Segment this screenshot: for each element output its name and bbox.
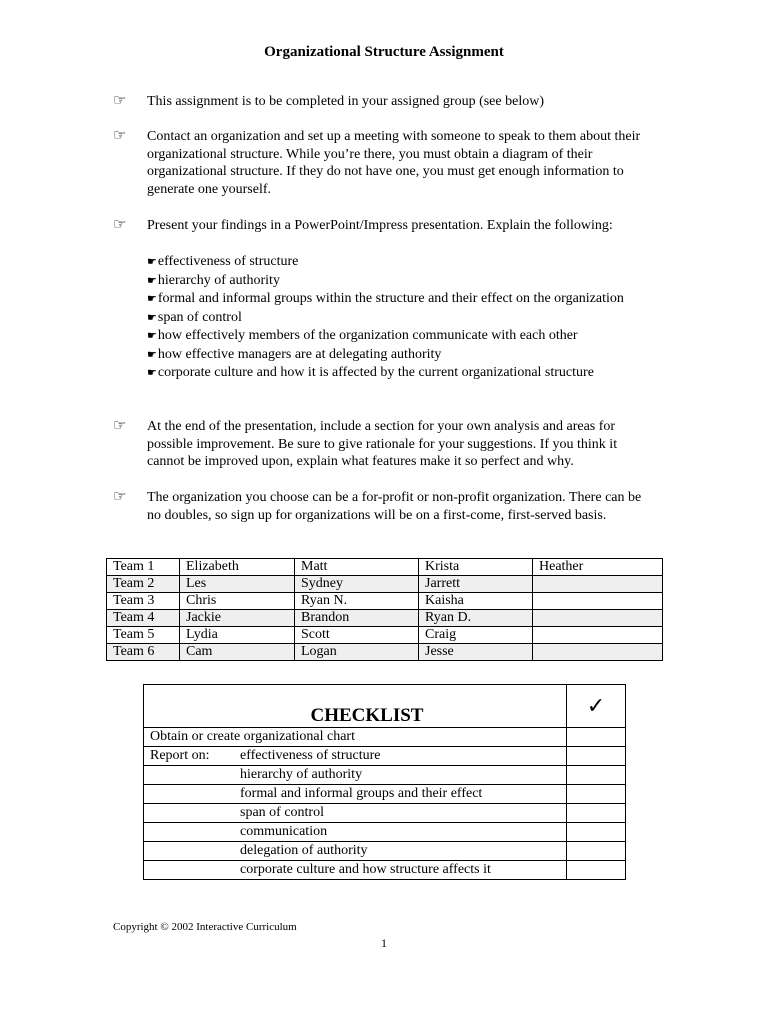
team-cell: Team 6: [107, 644, 180, 661]
checklist-item: span of control: [144, 804, 567, 823]
member-cell: [533, 576, 663, 593]
member-cell: [533, 627, 663, 644]
member-cell: Ryan D.: [419, 610, 533, 627]
pointing-hand-small-icon: ☛: [147, 293, 157, 305]
table-row: [107, 593, 663, 610]
checklist-table: [143, 684, 626, 880]
check-box-cell[interactable]: [567, 823, 626, 842]
document-title: Organizational Structure Assignment: [264, 44, 504, 60]
table-row: [107, 610, 663, 627]
report-on-label: Report on:: [150, 748, 210, 763]
checklist-item: Report on: effectiveness of structure: [144, 747, 567, 766]
check-box-cell[interactable]: [567, 785, 626, 804]
pointing-hand-icon: ☞: [113, 489, 127, 505]
team-cell: Team 2: [107, 576, 180, 593]
check-box-cell[interactable]: [567, 728, 626, 747]
check-box-cell[interactable]: [567, 747, 626, 766]
table-row: [144, 747, 626, 766]
pointing-hand-icon: ☞: [113, 418, 127, 434]
member-cell: Sydney: [295, 576, 419, 593]
member-cell: Les: [180, 576, 295, 593]
member-cell: Jesse: [419, 644, 533, 661]
check-box-cell[interactable]: [567, 842, 626, 861]
pointing-hand-icon: ☞: [113, 93, 127, 109]
table-row: [144, 823, 626, 842]
member-cell: Chris: [180, 593, 295, 610]
member-cell: Krista: [419, 559, 533, 576]
member-cell: Matt: [295, 559, 419, 576]
member-cell: Cam: [180, 644, 295, 661]
member-cell: Jarrett: [419, 576, 533, 593]
team-table: [106, 558, 663, 661]
team-cell: Team 1: [107, 559, 180, 576]
bullet-text: At the end of the presentation, include a section for your own analysis and areas for possible improvement. Be sure to give rationale for your suggestions. If you think it cannot be improved upon, explain what features make it so perfect and why.: [147, 419, 618, 469]
checklist-header-row: [144, 685, 626, 728]
list-item: ☛effectiveness of structure: [147, 254, 299, 269]
pointing-hand-small-icon: ☛: [147, 330, 157, 342]
table-row: [144, 728, 626, 747]
explanation-list: [147, 253, 647, 383]
check-box-cell[interactable]: [567, 766, 626, 785]
member-cell: Jackie: [180, 610, 295, 627]
pointing-hand-icon: ☞: [113, 128, 127, 144]
check-box-cell[interactable]: [567, 804, 626, 823]
member-cell: Ryan N.: [295, 593, 419, 610]
table-row: [144, 842, 626, 861]
list-item: ☛span of control: [147, 309, 242, 325]
bullet-text: Contact an organization and set up a meeting with someone to speak to them about their organizational structure. While you’re there, you must obtain a diagram of their organizational structure. If they do not have one, you must get enough information to generate one yourself.: [147, 129, 641, 197]
checklist-item: corporate culture and how structure affects it: [144, 861, 567, 880]
list-item: ☛hierarchy of authority: [147, 272, 280, 288]
copyright-footer: Copyright © 2002 Interactive Curriculum: [113, 921, 297, 933]
member-cell: [533, 644, 663, 661]
bullet-text: The organization you choose can be a for-profit or non-profit organization. There can be no doubles, so sign up for organizations will be on a first-come, first-served basis.: [147, 490, 642, 523]
team-cell: Team 4: [107, 610, 180, 627]
table-row: [107, 576, 663, 593]
table-row: [107, 644, 663, 661]
check-box-cell[interactable]: [567, 861, 626, 880]
table-row: [144, 766, 626, 785]
member-cell: [533, 593, 663, 610]
checklist-heading: CHECKLIST: [144, 685, 567, 728]
checklist-item: Obtain or create organizational chart: [144, 728, 567, 747]
member-cell: Scott: [295, 627, 419, 644]
member-cell: Heather: [533, 559, 663, 576]
member-cell: Brandon: [295, 610, 419, 627]
pointing-hand-small-icon: ☛: [147, 256, 157, 268]
pointing-hand-small-icon: ☛: [147, 274, 157, 287]
list-item: ☛how effective managers are at delegating authority: [147, 346, 442, 362]
list-item: ☛formal and informal groups within the structure and their effect on the organization: [147, 291, 624, 306]
pointing-hand-small-icon: ☛: [147, 367, 157, 379]
member-cell: Logan: [295, 644, 419, 661]
table-row: [144, 804, 626, 823]
checkmark-icon: ✓: [567, 685, 626, 728]
bullet-text: This assignment is to be completed in your assigned group (see below): [147, 94, 544, 109]
member-cell: Elizabeth: [180, 559, 295, 576]
pointing-hand-icon: ☞: [113, 217, 127, 233]
pointing-hand-small-icon: ☛: [147, 348, 157, 361]
table-row: [107, 559, 663, 576]
member-cell: Craig: [419, 627, 533, 644]
member-cell: Lydia: [180, 627, 295, 644]
list-item: ☛corporate culture and how it is affected by the current organizational structure: [147, 365, 594, 380]
checklist-item: hierarchy of authority: [144, 766, 567, 785]
checklist-item: delegation of authority: [144, 842, 567, 861]
table-row: [144, 785, 626, 804]
bullet-text: Present your findings in a PowerPoint/Impress presentation. Explain the following:: [147, 218, 613, 233]
table-row: [144, 861, 626, 880]
checklist-item: communication: [144, 823, 567, 842]
member-cell: Kaisha: [419, 593, 533, 610]
pointing-hand-small-icon: ☛: [147, 311, 157, 324]
checklist-item: formal and informal groups and their effect: [144, 785, 567, 804]
table-row: [107, 627, 663, 644]
page-number: 1: [381, 936, 387, 950]
list-item: ☛how effectively members of the organization communicate with each other: [147, 328, 578, 343]
team-cell: Team 3: [107, 593, 180, 610]
team-cell: Team 5: [107, 627, 180, 644]
member-cell: [533, 610, 663, 627]
